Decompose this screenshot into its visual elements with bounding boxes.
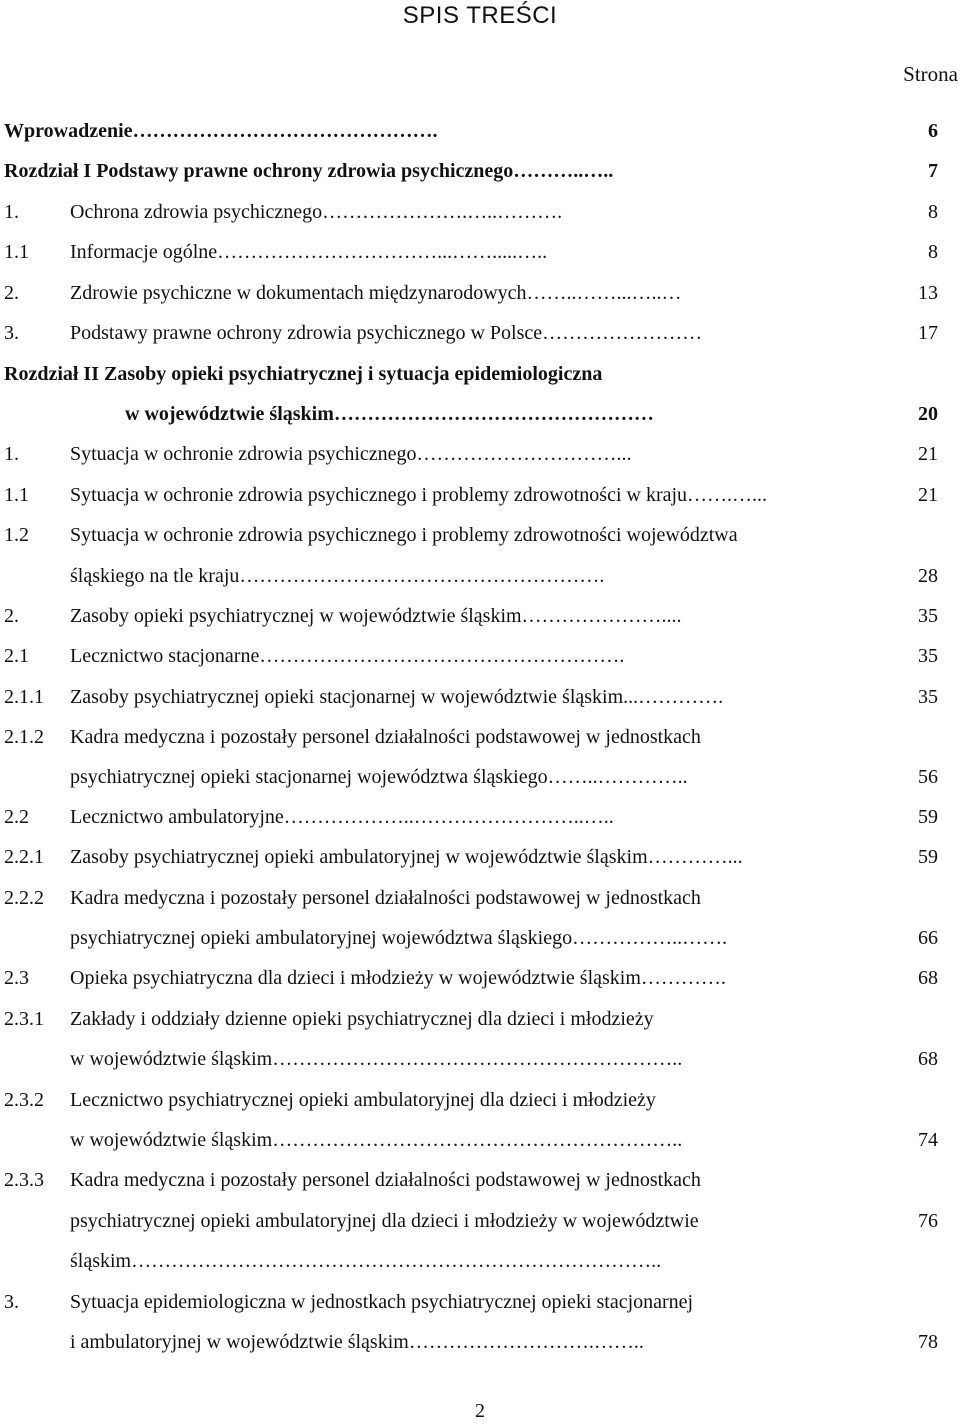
toc-entry-number: 2.3.2: [4, 1089, 44, 1111]
toc-entry[interactable]: [0, 639, 960, 673]
toc-entry[interactable]: [0, 720, 960, 754]
toc-entry-page: 56: [918, 766, 938, 788]
toc-entry-number: 2.2.1: [4, 846, 44, 868]
toc-entry[interactable]: [0, 357, 960, 391]
toc-entry-number: 2.: [4, 282, 19, 304]
toc-entry-page: 59: [918, 846, 938, 868]
page-title: SPIS TREŚCI: [402, 2, 558, 29]
toc-entry[interactable]: [0, 114, 960, 148]
toc-entry[interactable]: [0, 800, 960, 834]
toc-entry[interactable]: [0, 1042, 960, 1076]
toc-entry-number: 2.3.3: [4, 1169, 44, 1191]
toc-entry-text: Rozdział II Zasoby opieki psychiatrycznej i sytuacja epidemiologiczna: [4, 363, 603, 385]
toc-entry-text: Lecznictwo stacjonarne……………………………………………….: [70, 645, 625, 667]
toc-entry[interactable]: [0, 1163, 960, 1197]
toc-entry-page: 68: [918, 967, 938, 989]
toc-entry[interactable]: [0, 1285, 960, 1319]
toc-entry-text: Sytuacja w ochronie zdrowia psychicznego i problemy zdrowotności w kraju…….…...: [70, 484, 768, 506]
toc-entry-number: 1.2: [4, 524, 29, 546]
toc-entry-text: Sytuacja w ochronie zdrowia psychicznego i problemy zdrowotności województwa: [70, 524, 738, 546]
toc-entry-text: Informacje ogólne……………………………...…….....…..: [70, 241, 548, 263]
toc-entry-text: Kadra medyczna i pozostały personel działalności podstawowej w jednostkach: [70, 887, 701, 909]
toc-entry-text: psychiatrycznej opieki ambulatoryjnej województwa śląskiego……………..…….: [70, 927, 728, 949]
toc-entry-number: 2.3: [4, 967, 29, 989]
toc-entry-number: 2.2.2: [4, 887, 44, 909]
toc-entry-text: Lecznictwo ambulatoryjne………………..……………………..…..: [70, 806, 614, 828]
toc-entry-text: Opieka psychiatryczna dla dzieci i młodzieży w województwie śląskim………….: [70, 967, 726, 989]
toc-entry[interactable]: [0, 235, 960, 269]
toc-entry[interactable]: [0, 921, 960, 955]
toc-entry-text: Wprowadzenie……………………………………….: [4, 120, 438, 142]
toc-entry-page: 35: [918, 645, 938, 667]
toc-entry[interactable]: [0, 1083, 960, 1117]
toc-entry-text: Lecznictwo psychiatrycznej opieki ambulatoryjnej dla dzieci i młodzieży: [70, 1089, 656, 1111]
toc-entry[interactable]: [0, 195, 960, 229]
toc-entry-page: 66: [918, 927, 938, 949]
toc-entry-number: 2.: [4, 605, 19, 627]
toc-entry[interactable]: [0, 397, 960, 431]
toc-entry[interactable]: [0, 1204, 960, 1238]
toc-entry-number: 3.: [4, 1291, 19, 1313]
toc-entry-text: i ambulatoryjnej w województwie śląskim……………………….……..: [70, 1331, 644, 1353]
toc-entry[interactable]: [0, 1002, 960, 1036]
toc-entry[interactable]: [0, 276, 960, 310]
toc-entry-page: 20: [918, 403, 938, 425]
toc-entry-text: Zakłady i oddziały dzienne opieki psychiatrycznej dla dzieci i młodzieży: [70, 1008, 654, 1030]
toc-entry-page: 59: [918, 806, 938, 828]
toc-entry[interactable]: [0, 1244, 960, 1278]
toc-entry-text: psychiatrycznej opieki ambulatoryjnej dla dzieci i młodzieży w województwie: [70, 1210, 699, 1232]
toc-entry[interactable]: [0, 437, 960, 471]
toc-entry-page: 35: [918, 686, 938, 708]
toc-entry-page: 28: [918, 565, 938, 587]
toc-entry-text: Sytuacja w ochronie zdrowia psychicznego…………………………...: [70, 443, 632, 465]
toc-entry[interactable]: [0, 680, 960, 714]
toc-entry-page: 35: [918, 605, 938, 627]
toc-entry-page: 17: [918, 322, 938, 344]
toc-entry-text: Sytuacja epidemiologiczna w jednostkach psychiatrycznej opieki stacjonarnej: [70, 1291, 694, 1313]
toc-entry-number: 2.1.1: [4, 686, 44, 708]
toc-entry[interactable]: [0, 881, 960, 915]
toc-entry-page: 21: [918, 443, 938, 465]
toc-entry-text: Zasoby psychiatrycznej opieki ambulatoryjnej w województwie śląskim…………...: [70, 846, 743, 868]
toc-entry[interactable]: [0, 518, 960, 552]
toc-entry-text: w województwie śląskim…………………………………………: [125, 403, 654, 425]
toc-entry-number: 1.: [4, 201, 19, 223]
toc-entry-page: 74: [918, 1129, 938, 1151]
toc-entry[interactable]: [0, 559, 960, 593]
footer-page-number: 2: [475, 1400, 485, 1422]
page-column-header: Strona: [903, 62, 958, 86]
toc-entry-text: psychiatrycznej opieki stacjonarnej województwa śląskiego……..…………..: [70, 766, 688, 788]
toc-entry-page: 8: [928, 201, 938, 223]
toc-entry-text: Rozdział I Podstawy prawne ochrony zdrowia psychicznego………..…..: [4, 160, 614, 182]
toc-entry-text: śląskim……………………………………………………………………..: [70, 1250, 662, 1272]
toc-entry-page: 6: [928, 120, 938, 142]
toc-entry-number: 2.2: [4, 806, 29, 828]
toc-entry-text: Kadra medyczna i pozostały personel działalności podstawowej w jednostkach: [70, 726, 701, 748]
toc-entry[interactable]: [0, 599, 960, 633]
toc-entry-page: 21: [918, 484, 938, 506]
toc-entry-number: 3.: [4, 322, 19, 344]
toc-entry[interactable]: [0, 1123, 960, 1157]
toc-entry-text: Ochrona zdrowia psychicznego………………….…..……….: [70, 201, 563, 223]
toc-entry-text: śląskiego na tle kraju……………………………………………….: [70, 565, 605, 587]
toc-entry-page: 8: [928, 241, 938, 263]
toc-entry-text: Zdrowie psychiczne w dokumentach międzynarodowych……..……...…..…: [70, 282, 682, 304]
toc-entry-number: 2.1.2: [4, 726, 44, 748]
toc-entry-number: 1.: [4, 443, 19, 465]
toc-entry-text: w województwie śląskim……………………………………………………..: [70, 1129, 683, 1151]
toc-entry[interactable]: [0, 760, 960, 794]
toc-entry-page: 7: [928, 160, 938, 182]
toc-entry-number: 2.1: [4, 645, 29, 667]
toc-entry-page: 68: [918, 1048, 938, 1070]
toc-entry-text: Zasoby opieki psychiatrycznej w województwie śląskim…………………....: [70, 605, 682, 627]
toc-entry-page: 76: [918, 1210, 938, 1232]
toc-entry-text: w województwie śląskim……………………………………………………..: [70, 1048, 683, 1070]
toc-entry-number: 2.3.1: [4, 1008, 44, 1030]
toc-entry[interactable]: [0, 840, 960, 874]
toc-entry[interactable]: [0, 961, 960, 995]
toc-entry-page: 78: [918, 1331, 938, 1353]
toc-entry[interactable]: [0, 478, 960, 512]
toc-entry-text: Podstawy prawne ochrony zdrowia psychicznego w Polsce……………………: [70, 322, 703, 344]
toc-entry-text: Zasoby psychiatrycznej opieki stacjonarnej w województwie śląskim...………….: [70, 686, 724, 708]
toc-entry-page: 13: [918, 282, 938, 304]
toc-entry-number: 1.1: [4, 484, 29, 506]
toc-entry[interactable]: [0, 1325, 960, 1359]
toc-entry[interactable]: [0, 316, 960, 350]
toc-entry-text: Kadra medyczna i pozostały personel działalności podstawowej w jednostkach: [70, 1169, 701, 1191]
toc-entry[interactable]: [0, 154, 960, 188]
toc-entry-number: 1.1: [4, 241, 29, 263]
